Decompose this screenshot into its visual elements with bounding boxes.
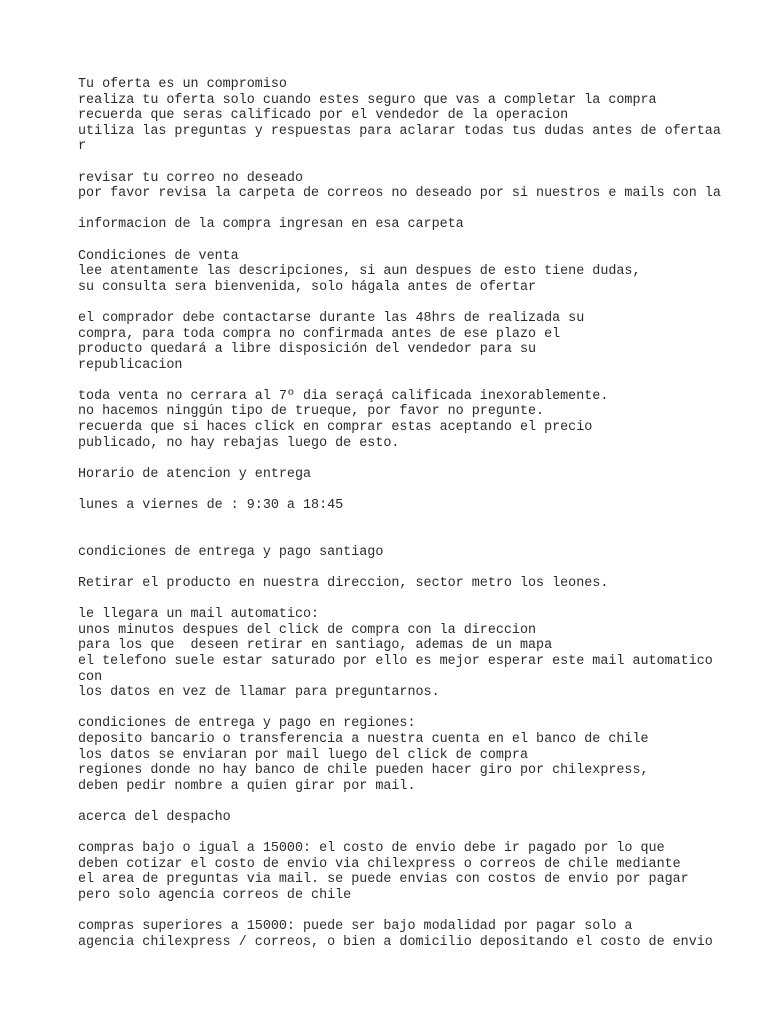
text-line: publicado, no hay rebajas luego de esto. [78,435,400,451]
text-line: el comprador debe contactarse durante las 48hrs de realizada su [78,310,585,326]
blank-line [78,373,758,389]
blank-line [78,826,758,842]
blank-line [78,451,758,467]
text-line: recuerda que seras calificado por el vendedor de la operacion [78,108,569,124]
blank-line [78,701,758,717]
text-line: compra, para toda compra no confirmada antes de ese plazo el [78,326,561,342]
text-line: los datos se enviaran por mail luego del click de compra [78,747,528,763]
text-line: agencia chilexpress / correos, o bien a domicilio depositando el costo de envio [78,934,713,950]
text-line: republicacion [78,357,183,373]
text-line: condiciones de entrega y pago en regiones: [78,716,416,732]
text-line: deposito bancario o transferencia a nuestra cuenta en el banco de chile [78,731,649,747]
text-line: para los que deseen retirar en santiago, ademas de un mapa [78,638,553,654]
text-line: deben pedir nombre a quien girar por mail. [78,778,416,794]
blank-line [78,529,758,545]
text-line: le llegara un mail automatico: [78,607,320,623]
blank-line [78,233,758,249]
text-line: los datos en vez de llamar para preguntarnos. [78,685,440,701]
text-line: r [78,139,87,155]
document-text-body [78,77,758,950]
text-line: pero solo agencia correos de chile [78,887,352,903]
text-line: Condiciones de venta [78,248,239,264]
text-line: unos minutos despues del click de compra con la direccion [78,622,537,638]
blank-line [78,482,758,498]
text-line: compras bajo o igual a 15000: el costo de envio debe ir pagado por lo que [78,841,665,857]
blank-line [78,155,758,171]
text-line: el area de preguntas via mail. se puede envias con costos de envio por pagar [78,872,689,888]
text-line: condiciones de entrega y pago santiago [78,544,384,560]
blank-line [78,592,758,608]
text-line: realiza tu oferta solo cuando estes seguro que vas a completar la compra [78,92,657,108]
text-line: el telefono suele estar saturado por ello es mejor esperar este mail automatico [78,653,713,669]
text-line: lee atentamente las descripciones, si aun despues de esto tiene dudas, [78,264,641,280]
document-page [78,77,758,950]
text-line: su consulta sera bienvenida, solo hágala antes de ofertar [78,279,537,295]
text-line: Horario de atencion y entrega [78,466,312,482]
blank-line [78,560,758,576]
blank-line [78,514,758,530]
text-line: acerca del despacho [78,809,231,825]
text-line: recuerda que si haces click en comprar estas aceptando el precio [78,420,593,436]
text-line: informacion de la compra ingresan en esa carpeta [78,217,464,233]
text-line: con [78,669,103,685]
blank-line [78,903,758,919]
text-line: regiones donde no hay banco de chile pueden hacer giro por chilexpress, [78,763,649,779]
blank-line [78,295,758,311]
blank-line [78,794,758,810]
text-line: revisar tu correo no deseado [78,170,303,186]
text-line: producto quedará a libre disposición del vendedor para su [78,342,537,358]
text-line: deben cotizar el costo de envio via chilexpress o correos de chile mediante [78,856,681,872]
blank-line [78,202,758,218]
text-line: no hacemos ninggún tipo de trueque, por favor no pregunte. [78,404,545,420]
text-line: Tu oferta es un compromiso [78,77,287,92]
text-line: Retirar el producto en nuestra direccion, sector metro los leones. [78,576,609,591]
text-line: lunes a viernes de : 9:30 a 18:45 [78,498,344,514]
text-line: compras superiores a 15000: puede ser bajo modalidad por pagar solo a [78,919,633,935]
text-line: utiliza las preguntas y respuestas para aclarar todas tus dudas antes de ofertaa [78,123,721,139]
text-line: por favor revisa la carpeta de correos no deseado por si nuestros e mails con la [78,186,721,202]
text-line: toda venta no cerrara al 7º dia seraçá calificada inexorablemente. [78,388,609,404]
